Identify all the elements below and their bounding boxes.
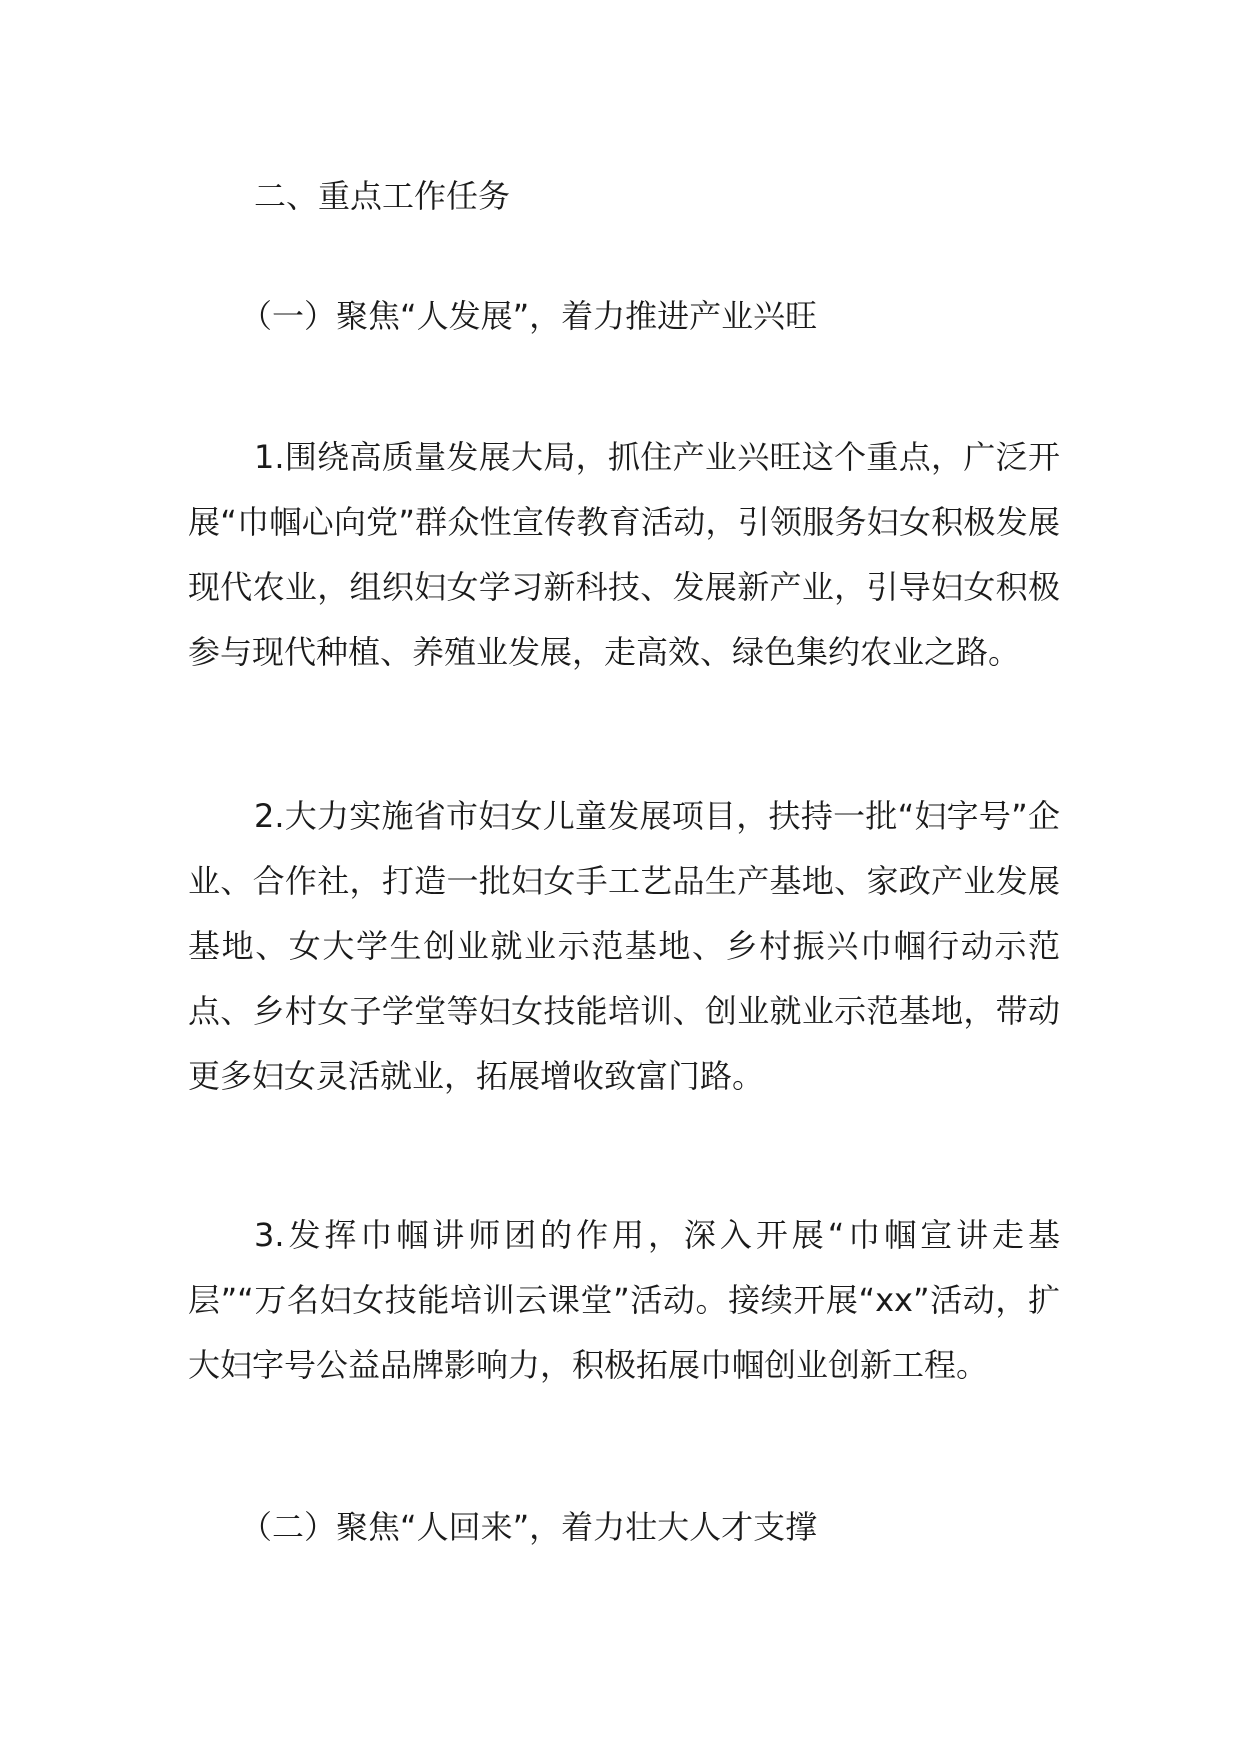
paragraph-item-3: 3.发挥巾帼讲师团的作用，深入开展“巾帼宣讲走基层”“万名妇女技能培训云课堂”活动。接续开展“xx”活动，扩大妇字号公益品牌影响力，积极拓展巾帼创业创新工程。: [188, 1216, 1060, 1384]
paragraph-item-2: 2.大力实施省市妇女儿童发展项目，扶持一批“妇字号”企业、合作社，打造一批妇女手工艺品生产基地、家政产业发展基地、女大学生创业就业示范基地、乡村振兴巾帼行动示范点、乡村女子学堂等妇女技能培训、创业就业示范基地，带动更多妇女灵活就业，拓展增收致富门路。: [188, 797, 1060, 1095]
paragraph-item-1: 1.围绕高质量发展大局，抓住产业兴旺这个重点，广泛开展“巾帼心向党”群众性宣传教育活动，引领服务妇女积极发展现代农业，组织妇女学习新科技、发展新产业，引导妇女积极参与现代种植、养殖业发展，走高效、绿色集约农业之路。: [188, 438, 1060, 671]
section-heading: 二、重点工作任务: [254, 177, 511, 215]
subsection-heading-2: （二）聚焦“人回来”，着力壮大人才支撑: [240, 1508, 818, 1546]
subsection-heading-1: （一）聚焦“人发展”，着力推进产业兴旺: [240, 297, 818, 335]
